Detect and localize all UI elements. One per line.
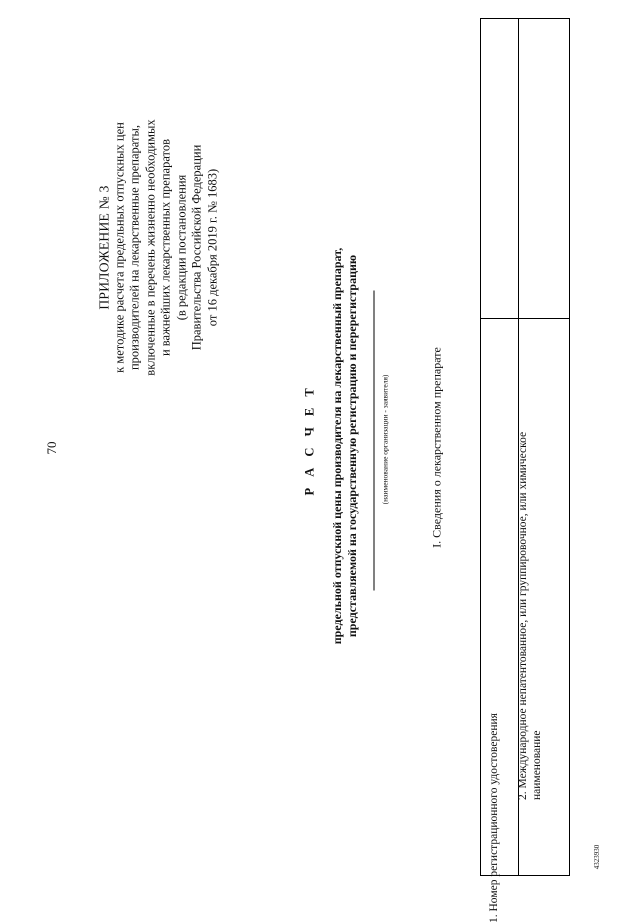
document-subtitle: [330, 186, 362, 706]
organization-caption: (наименование организации - заявителя): [380, 374, 390, 505]
section-title: I. Сведения о лекарственном препарате: [429, 347, 444, 548]
appendix-line: Правительства Российской Федерации: [189, 144, 204, 351]
appendix-line: включенные в перечень жизненно необходимых: [143, 119, 157, 376]
appendix-title: ПРИЛОЖЕНИЕ № 3: [96, 185, 112, 310]
appendix-line: производителей на лекарственные препараты,: [127, 124, 142, 371]
appendix-block: [96, 98, 219, 398]
page-number: 70: [44, 441, 59, 455]
subtitle-line: представляемой на государственную регистрацию и перерегистрацию: [344, 254, 359, 638]
appendix-line: к методике расчета предельных отпускных цен: [112, 122, 126, 373]
appendix-line: (в редакции постановления: [174, 174, 188, 321]
subtitle-line: предельной отпускной цены производителя на лекарственный препарат,: [330, 247, 344, 645]
table-row-divider: [481, 318, 569, 319]
organization-name-line: [374, 291, 375, 591]
appendix-line: от 16 декабря 2019 г. № 1683): [205, 168, 219, 327]
table-row-label: 1. Номер регистрационного удостоверения: [488, 713, 500, 923]
appendix-line: и важнейших лекарственных препаратов: [158, 139, 173, 357]
document-code: 4323930: [593, 844, 601, 870]
table-row-label: 2. Международное непатентованное, или группировочное, или химическое наименование: [517, 431, 543, 800]
document-heading: Р А С Ч Е Т: [302, 384, 317, 496]
